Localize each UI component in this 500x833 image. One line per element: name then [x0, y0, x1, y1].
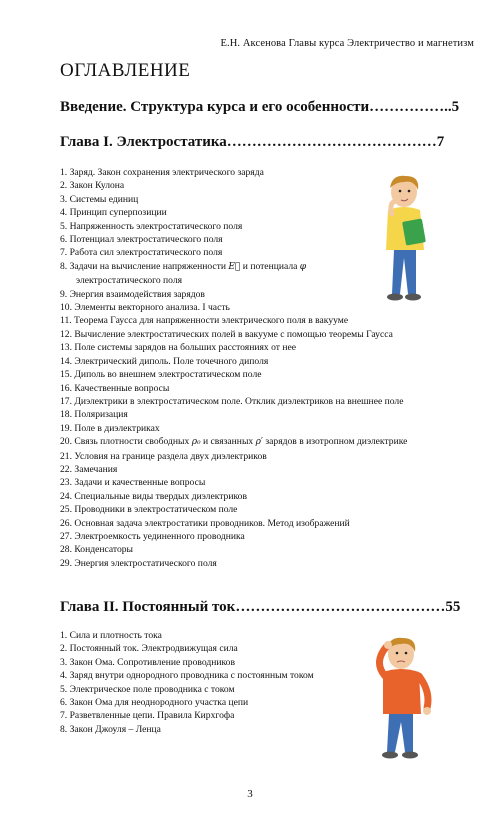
toc-item[interactable]: 13. Поле системы зарядов на больших расстояниях от нее: [60, 342, 296, 354]
chapter-2-heading[interactable]: Глава II. Постоянный ток……………………………………55: [60, 599, 461, 615]
page-title: ОГЛАВЛЕНИЕ: [60, 60, 191, 81]
toc-item[interactable]: 5. Напряженность электростатического поля: [60, 220, 243, 232]
toc-item[interactable]: 28. Конденсаторы: [60, 544, 134, 556]
toc-item[interactable]: 1. Сила и плотность тока: [60, 630, 162, 641]
toc-item[interactable]: 8. Закон Джоуля – Ленца: [60, 723, 161, 735]
toc-item[interactable]: 24. Специальные виды твердых диэлектриков: [60, 490, 247, 502]
chapter-1-heading[interactable]: Глава I. Электростатика……………………………………7: [60, 134, 445, 150]
toc-intro-entry[interactable]: Введение. Структура курса и его особенности……………..5: [60, 99, 460, 115]
toc-item[interactable]: 14. Электрический диполь. Поле точечного диполя: [60, 355, 269, 367]
chapter-2-list: [60, 629, 360, 736]
toc-item[interactable]: 12. Вычисление электростатических полей в вакууме с помощью теоремы Гаусса: [60, 328, 393, 340]
boy-pants: [387, 714, 413, 752]
thinking-boy-illustration: [370, 172, 442, 307]
page-number: 3: [247, 788, 253, 800]
boy-pants: [392, 250, 416, 294]
toc-item[interactable]: 19. Поле в диэлектриках: [60, 422, 160, 434]
toc-item[interactable]: 5. Электрическое поле проводника с током: [60, 683, 235, 695]
toc-item[interactable]: 6. Закон Ома для неоднородного участка цепи: [60, 697, 249, 709]
toc-item[interactable]: 26. Основная задача электростатики проводников. Метод изображений: [60, 517, 350, 529]
toc-item-8-text-3: электростатического поля: [76, 275, 183, 287]
toc-item[interactable]: 6. Потенциал электростатического поля: [60, 234, 223, 246]
running-header: Е.Н. Аксенова Главы курса Электричество и магнетизм: [220, 38, 474, 49]
toc-item[interactable]: 3. Закон Ома. Сопротивление проводников: [60, 656, 236, 668]
toc-item[interactable]: 16. Качественные вопросы: [60, 382, 170, 394]
rho-zero-symbol: ρ₀: [191, 437, 201, 448]
scratching-head-boy-illustration: [365, 632, 445, 764]
toc-item[interactable]: 11. Теорема Гаусса для напряженности электрического поля в вакууме: [60, 315, 349, 327]
toc-item-8-text-2: и потенциала: [242, 260, 298, 272]
toc-item[interactable]: 21. Условия на границе раздела двух диэлектриков: [60, 450, 267, 462]
toc-item[interactable]: 7. Разветвленные цепи. Правила Кирхгофа: [60, 710, 235, 722]
toc-item-20-text-1: 20. Связь плотности свободных: [60, 436, 190, 448]
toc-item[interactable]: 2. Закон Кулона: [60, 180, 125, 192]
toc-item[interactable]: 23. Задачи и качественные вопросы: [60, 477, 206, 489]
toc-item[interactable]: 29. Энергия электростатического поля: [60, 557, 217, 569]
toc-item[interactable]: 3. Системы единиц: [60, 193, 139, 205]
toc-item[interactable]: 10. Элементы векторного анализа. I часть: [60, 302, 230, 314]
book-icon: [402, 218, 426, 245]
toc-item[interactable]: 15. Диполь во внешнем электростатическом поле: [60, 369, 262, 381]
toc-item-20-text-2: и связанных: [203, 436, 254, 448]
toc-item[interactable]: 22. Замечания: [60, 463, 118, 475]
toc-item[interactable]: 17. Диэлектрики в электростатическом поле. Отклик диэлектриков на внешнее поле: [60, 395, 404, 407]
rho-prime-symbol: ρ′: [255, 437, 263, 448]
toc-item[interactable]: 7. Работа сил электростатического поля: [60, 247, 223, 259]
toc-item[interactable]: 4. Заряд внутри однородного проводника с постоянным током: [60, 670, 314, 682]
toc-item[interactable]: 18. Поляризация: [60, 409, 128, 421]
toc-item-20[interactable]: [60, 435, 460, 449]
toc-item-8-text-1: 8. Задачи на вычисление напряженности: [60, 260, 226, 272]
vector-e-symbol: E⃗: [228, 261, 241, 272]
toc-item[interactable]: 1. Заряд. Закон сохранения электрического заряда: [60, 167, 264, 178]
boy-shirt: [383, 669, 421, 714]
toc-item-20-text-3: зарядов в изотропном диэлектрике: [265, 436, 408, 448]
phi-symbol: φ: [299, 261, 307, 272]
toc-item[interactable]: 9. Энергия взаимодействия зарядов: [60, 288, 205, 300]
toc-item[interactable]: 27. Электроемкость уединенного проводника: [60, 530, 245, 542]
toc-item[interactable]: 4. Принцип суперпозиции: [60, 207, 167, 219]
toc-item[interactable]: 25. Проводники в электростатическом поле: [60, 504, 238, 516]
toc-item[interactable]: 2. Постоянный ток. Электродвижущая сила: [60, 643, 238, 655]
